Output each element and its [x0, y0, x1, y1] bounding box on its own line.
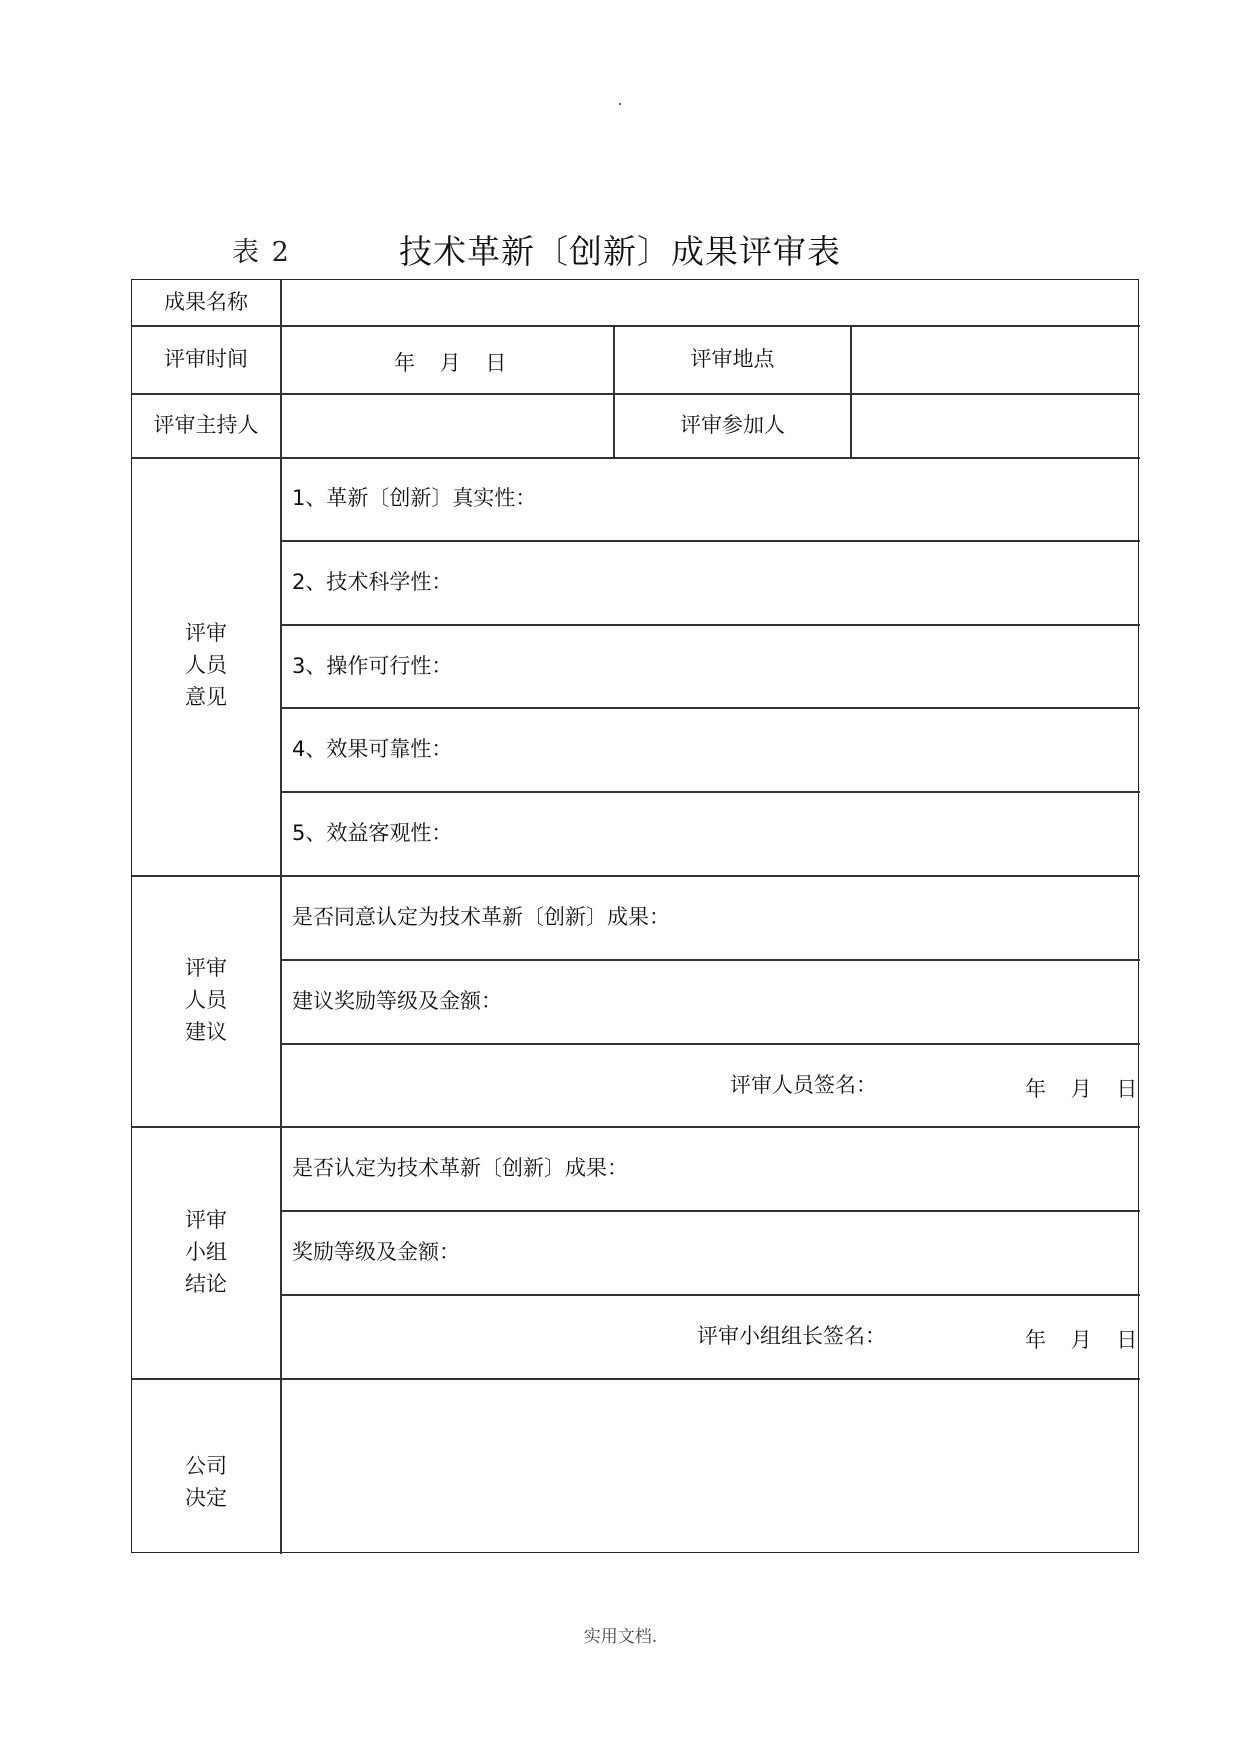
conclusion-result: 是否认定为技术革新〔创新〕成果：: [292, 1156, 628, 1180]
review-date-year: 年: [394, 351, 415, 375]
opinion-reliability: 4、效果可靠性：: [292, 737, 453, 761]
reviewer-date-day: 日: [1116, 1077, 1138, 1101]
column-divider: [613, 325, 615, 457]
panel-leader-signature-label: 评审小组组长签名：: [697, 1324, 886, 1348]
review-location-input-area[interactable]: [852, 327, 1140, 393]
opinion-scientific: 2、技术科学性：: [292, 570, 453, 594]
panel-date-month: 月: [1070, 1328, 1092, 1352]
reviewer-signature-label: 评审人员签名：: [730, 1073, 877, 1097]
reviewer-signature-date[interactable]: [1025, 1073, 1137, 1103]
panel-date-year: 年: [1025, 1328, 1046, 1352]
row-divider: [132, 875, 1140, 877]
row-divider: [280, 707, 1140, 709]
page-dot-mark: [619, 103, 621, 105]
opinion-benefit: 5、效益客观性：: [292, 821, 453, 845]
panel-signature-date[interactable]: [1025, 1324, 1137, 1354]
panel-date-day: 日: [1116, 1328, 1138, 1352]
reviewer-date-year: 年: [1025, 1077, 1046, 1101]
company-decision-input-area[interactable]: [282, 1380, 1140, 1554]
row-divider: [280, 1043, 1140, 1045]
footer-text: 实用文档.: [583, 1627, 658, 1647]
reviewer-date-month: 月: [1070, 1077, 1092, 1101]
review-time-label: 评审时间: [164, 347, 248, 371]
row-divider: [132, 457, 1140, 459]
review-date-month: 月: [439, 351, 461, 375]
panel-conclusion-label: 评审 小组 结论: [185, 1208, 227, 1296]
review-host-label: 评审主持人: [153, 413, 259, 437]
column-divider: [280, 280, 282, 1554]
table-number: 表 2: [232, 237, 291, 268]
row-divider: [132, 1126, 1140, 1128]
review-participants-input-area[interactable]: [852, 395, 1140, 457]
review-form-table: [131, 279, 1139, 1553]
review-host-input-area[interactable]: [282, 395, 613, 457]
suggestion-reward-level: 建议奖励等级及金额：: [292, 989, 502, 1013]
review-participants-label: 评审参加人: [680, 413, 785, 437]
review-date-day: 日: [485, 351, 507, 375]
result-name-label: 成果名称: [164, 290, 248, 314]
reviewer-suggestion-label: 评审 人员 建议: [185, 956, 227, 1044]
row-divider: [280, 1294, 1140, 1296]
suggestion-agree-result: 是否同意认定为技术革新〔创新〕成果：: [292, 905, 670, 929]
opinion-authenticity: 1、革新〔创新〕真实性：: [292, 486, 537, 510]
review-date-field[interactable]: [394, 347, 506, 377]
result-name-input-area[interactable]: [282, 280, 1140, 325]
row-divider: [280, 624, 1140, 626]
page-title: 技术革新〔创新〕成果评审表: [399, 232, 841, 271]
row-divider: [280, 540, 1140, 542]
conclusion-reward-level: 奖励等级及金额：: [292, 1240, 460, 1264]
company-decision-label: 公司 决定: [185, 1454, 227, 1510]
row-divider: [280, 959, 1140, 961]
row-divider: [280, 791, 1140, 793]
reviewer-opinion-label: 评审 人员 意见: [185, 621, 227, 709]
row-divider: [280, 1210, 1140, 1212]
opinion-feasibility: 3、操作可行性：: [292, 654, 453, 678]
review-location-label: 评审地点: [690, 347, 775, 371]
